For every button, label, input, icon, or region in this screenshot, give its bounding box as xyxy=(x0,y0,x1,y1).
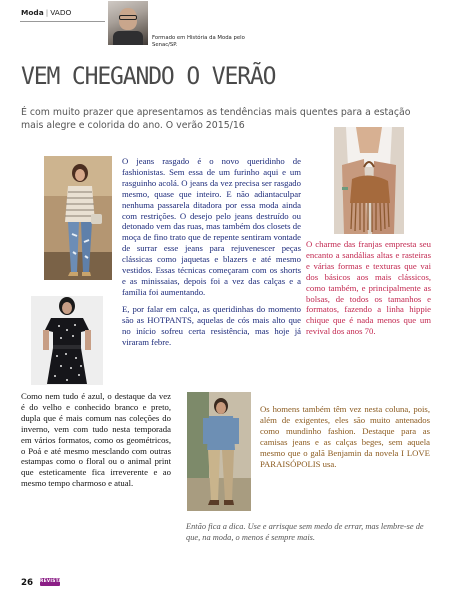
lead-paragraph: É com muito prazer que apresentamos as tendências mais quentes para a estação mais alegre e colorida do ano. O verão 2015/16 xyxy=(21,107,411,131)
page-title: VEM CHEGANDO O VERÃO xyxy=(21,62,276,90)
photo-ripped-jeans-outfit xyxy=(44,156,112,280)
menswear-column: Os homens também têm vez nesta coluna, pois, além de exigentes, eles são muito antenados como mundinho fashion. Destaque para as camisas jeans e as calças beges, sem aquela mesmo que o galã Benjamin da novela I LOVE PARAISÓPOLIS usa. xyxy=(260,404,430,469)
author-caption: Formado em História da Moda pelo Senac/SP. xyxy=(152,35,245,48)
article-paragraph: O jeans rasgado é o novo queridinho de fashionistas. Sem essa de um furinho aqui e um rasguinho acolá. O jeans da vez precisa ser rasgado mesmo, quase que inteiro. E não adiantaculpar nenhuma passarela ditadora por essa moda ainda com restrições. O desejo pelo jeans destruído ou detonado vem das ruas, mas também dos closets de moça de fino trato que de repente sentiram vontade de surrar esse jeans para rejuvenescer peças clássicas como jaquetas e blazers e até mesmo vestidos. Essas técnicas começaram com os shorts e as minissaias, depois foi a vez das calças e a família foi aumentando. xyxy=(122,156,301,297)
section-name: Moda xyxy=(21,8,44,17)
fringe-column: O charme das franjas empresta seu encanto a sandálias altas e rasteiras e várias formas e texturas que vai dos básicos aos mais clássicos, como também, e principalmente as bolsas, de todos os tamanhos e formatos, fazendo a linha hippie chique que é nada menos que um revival dos anos 70. xyxy=(306,239,431,337)
photo-fringe-bag xyxy=(334,127,404,234)
page-number: 26 xyxy=(21,578,34,588)
section-separator: | xyxy=(45,8,49,17)
photo-mens-denim-outfit xyxy=(187,392,251,511)
author-name: VADO xyxy=(50,8,72,17)
article-paragraph: E, por falar em calça, as queridinhas do momento são as HOTPANTS, aquelas de cós mais alto que no início sofreu certa resistência, mas hoje já viraram febre. xyxy=(122,303,301,347)
author-photo xyxy=(108,1,148,45)
closing-note: Então fica a dica. Use e arrisque sem medo de errar, mas lembre-se de que, na moda, o menos é sempre mais. xyxy=(186,522,424,542)
header-rule xyxy=(20,21,105,22)
black-white-column: Como nem tudo é azul, o destaque da vez é do velho e conhecido branco e preto, dupla que é mais comum nas coleções do inverno, vem com tudo nesta temporada em vários formatos, como os geométricos, o Poá e até mesmo mesclando com outras estampas como o floral ou o animal print que esteticamente fica irreverente e ao mesmo tempo charmoso e atual. xyxy=(21,391,171,489)
photo-polka-dot-dress xyxy=(31,296,103,385)
section-header xyxy=(21,8,71,17)
main-article-column xyxy=(122,156,301,347)
magazine-logo: REVISTA xyxy=(40,579,63,584)
